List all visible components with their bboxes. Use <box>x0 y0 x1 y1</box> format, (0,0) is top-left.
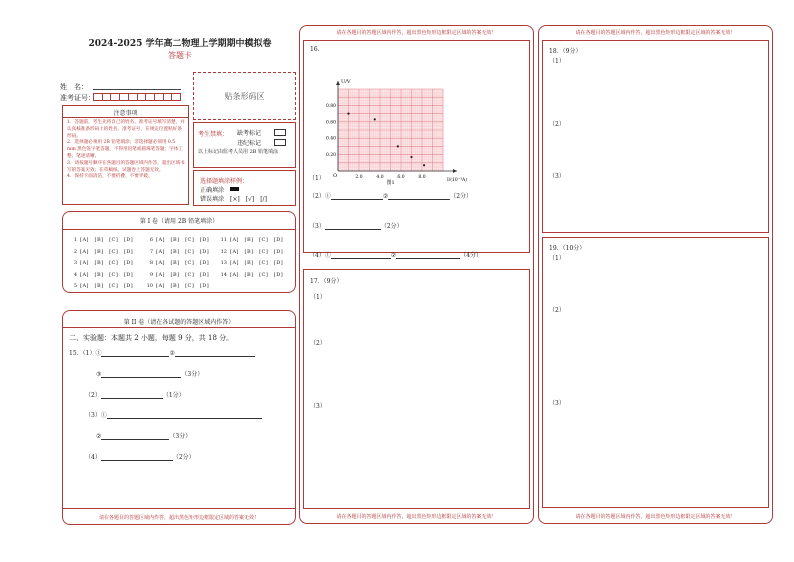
mc-question-10[interactable] <box>145 282 209 289</box>
q15-1-score: （3分） <box>181 371 204 378</box>
answer-sheet-label: 答题卡 <box>168 51 192 60</box>
q16-part3-score: （2分） <box>380 223 403 230</box>
mc-question-14[interactable] <box>219 271 283 278</box>
status-label: 考生禁填： <box>198 131 229 138</box>
q16-part4-score: （4分） <box>460 252 483 259</box>
part2-box <box>62 310 296 525</box>
mc-question-7[interactable] <box>145 248 209 255</box>
q18-part2: （2） <box>549 121 565 128</box>
violation-label: 违纪标记 <box>237 140 262 147</box>
data-point <box>374 118 376 120</box>
exam-id-boxes[interactable] <box>93 93 181 101</box>
q15-3-2-blank[interactable] <box>101 432 169 440</box>
notice-box <box>62 105 189 205</box>
part1-box <box>62 211 296 293</box>
x-tick-label: 4.0 <box>376 175 384 180</box>
y-tick-label: 0.60 <box>325 120 336 126</box>
fill-example-title: 选择题填涂样例： <box>200 178 249 185</box>
mc-question-12[interactable] <box>219 248 283 255</box>
mc-question-8[interactable] <box>145 259 209 266</box>
q15-4-score: （2分） <box>172 454 195 461</box>
y-tick-label: 0.20 <box>325 153 336 159</box>
mc-question-number: 5 <box>73 283 77 289</box>
exam-id-label: 准考证号： <box>60 94 95 102</box>
q17-box[interactable] <box>303 269 530 509</box>
violation-checkbox[interactable] <box>274 139 286 146</box>
q15-2-blank[interactable] <box>101 391 163 399</box>
notice-item-2: 2．选择题必须用 2B 铅笔填涂；非选择题必须用 0.5 mm 黑色签字笔答题，不得用铅笔或圆珠笔答题；字体工整、笔迹清晰。 <box>67 140 183 159</box>
mc-question-2[interactable] <box>69 248 133 255</box>
q16-part2-label: （2）① <box>309 193 331 200</box>
x-axis-arrow <box>453 169 457 173</box>
q15-1-2-blank[interactable] <box>175 349 255 357</box>
q16-part4-label: （4）① <box>309 252 331 259</box>
q16-4-2-blank[interactable] <box>396 251 460 259</box>
mc-question-11[interactable] <box>219 236 283 243</box>
notice-title: 注意事项 <box>113 110 138 117</box>
q17-part2: （2） <box>310 340 326 347</box>
mc-options[interactable]: [A] [B] [C] [D] <box>156 271 210 278</box>
mc-question-number: 10 <box>146 283 153 289</box>
wrong-fill-marks: [×] [√] [/] <box>230 196 267 203</box>
mc-question-3[interactable] <box>69 259 133 266</box>
status-box <box>193 122 296 168</box>
q15-3-1-blank[interactable] <box>107 411 262 419</box>
exam-title: 2024-2025 学年高二物理上学期期中模拟卷 <box>88 39 272 49</box>
figure-label: 图1 <box>386 180 395 186</box>
q16-box <box>303 40 530 259</box>
q15-1-2-label: ② <box>169 350 175 357</box>
q19-number: 19．（10分） <box>549 245 586 252</box>
mc-question-number: 2 <box>73 248 77 255</box>
y-tick-label: 0.40 <box>325 136 336 142</box>
mc-question-number: 3 <box>73 260 77 266</box>
name-line[interactable] <box>93 89 181 90</box>
q16-part1-label: （1） <box>309 175 325 182</box>
q16-2-2-blank[interactable] <box>388 192 450 200</box>
q15-3-score: （3分） <box>169 433 192 440</box>
part2-warning: 请在各题目的答题区域内作答，超出黑色矩形边框限定区域的答案无效！ <box>98 515 259 521</box>
barcode-label: 贴条形码区 <box>224 92 265 101</box>
y-axis-label: U/V <box>341 79 351 85</box>
mc-question-number: 11 <box>220 237 227 243</box>
q15-2-label: （2） <box>85 392 101 399</box>
middle-warning-top: 请在各题目的答题区域内作答，超出黑色矩形边框限定区域的答案无效！ <box>336 30 497 36</box>
q16-part2-score: （2分） <box>450 193 473 200</box>
y-tick-label: 0.80 <box>325 103 336 109</box>
notice-item-1: 1．答题前，考生先将自己的姓名、准考证号填写清楚，并认真核准条形码上的姓名、准考证号，在规定位置贴好条形码。 <box>67 120 185 139</box>
mc-question-9[interactable] <box>145 271 209 278</box>
absent-checkbox[interactable] <box>274 129 286 136</box>
mc-question-number: 9 <box>149 271 153 278</box>
data-point <box>423 164 425 166</box>
q15-3-2-label: ② <box>96 433 102 440</box>
mc-question-number: 7 <box>149 248 153 255</box>
mc-question-5[interactable] <box>69 282 133 289</box>
q19-part3: （3） <box>549 400 565 407</box>
q16-2-1-blank[interactable] <box>331 192 383 200</box>
mc-options[interactable]: [A] [B] [C] [D] <box>80 248 134 255</box>
right-column <box>538 25 773 524</box>
mc-options[interactable]: [A] [B] [C] [D] <box>80 237 134 243</box>
x-tick-label: 6.0 <box>397 175 405 180</box>
mc-options[interactable]: [A] [B] [C] [D] <box>156 237 210 243</box>
q17-part1: （1） <box>310 294 326 301</box>
mc-question-number: 6 <box>149 237 153 243</box>
mc-options[interactable]: [A] [B] [C] [D] <box>156 248 210 255</box>
q15-1-3-label: ③ <box>96 371 102 378</box>
q18-box[interactable] <box>542 40 769 233</box>
mc-question-4[interactable] <box>69 271 133 278</box>
mc-options[interactable]: [A] [B] [C] [D] <box>80 283 134 289</box>
status-note: 以上标记由监考人员用 2B 铅笔填涂 <box>198 149 279 155</box>
right-warning-bottom: 请在各题目的答题区域内作答，超出黑色矩形边框限定区域的答案无效！ <box>575 514 736 520</box>
middle-warning-bottom: 请在各题目的答题区域内作答，超出黑色矩形边框限定区域的答案无效！ <box>336 514 497 520</box>
mc-question-number: 8 <box>149 260 153 266</box>
mc-options[interactable]: [A] [B] [C] [D] <box>80 260 134 266</box>
q17-number: 17．（9分） <box>310 278 343 285</box>
barcode-area[interactable] <box>193 72 296 120</box>
right-warning-top: 请在各题目的答题区域内作答，超出黑色矩形边框限定区域的答案无效！ <box>575 30 736 36</box>
mc-options[interactable]: [A] [B] [C] [D] <box>156 260 210 266</box>
section-title: 二、实验题：本题共 2 小题，每题 9 分，共 18 分。 <box>69 334 234 342</box>
mc-question-number: 1 <box>73 237 77 243</box>
x-tick-label: 8.0 <box>418 175 426 180</box>
part1-title: 第 I 卷（请用 2B 铅笔填涂） <box>139 218 219 225</box>
mc-question-number: 14 <box>220 271 227 278</box>
q16-3-blank[interactable] <box>325 222 381 230</box>
middle-column <box>299 25 534 524</box>
q16-graph <box>322 61 470 186</box>
q15-1-label: 15．（1）① <box>69 350 102 357</box>
mc-options[interactable]: [A] [B] [C] [D] <box>230 271 284 278</box>
mc-question-number: 4 <box>73 271 77 278</box>
fill-example-box <box>193 170 296 206</box>
mc-question-number: 12 <box>220 248 227 255</box>
q16-part3-label: （3） <box>309 223 325 230</box>
q19-part2: （2） <box>549 307 565 314</box>
q15-1-1-blank[interactable] <box>101 349 169 357</box>
q17-part3: （3） <box>310 403 326 410</box>
x-axis-label: I/(10⁻³A) <box>447 178 467 183</box>
mc-question-13[interactable] <box>219 259 283 266</box>
correct-fill-label: 正确填涂 <box>200 187 225 194</box>
q18-part1: （1） <box>549 58 565 65</box>
origin-label: O <box>333 173 338 179</box>
q16-number: 16. <box>310 46 320 53</box>
data-point <box>410 156 412 158</box>
q18-part3: （3） <box>549 173 565 180</box>
q16-part2-2-label: ② <box>382 193 389 200</box>
notice-item-4: 4．保持卡面清洁，不要折叠、不要弄破。 <box>67 174 153 180</box>
q15-1-3-blank[interactable] <box>101 370 181 378</box>
mc-options[interactable]: [A] [B] [C] [D] <box>230 248 284 255</box>
q15-3-label: （3）① <box>85 412 107 419</box>
q19-box[interactable] <box>542 237 769 508</box>
mc-question-6[interactable] <box>145 236 209 243</box>
y-axis-arrow <box>336 81 340 85</box>
data-point <box>347 113 349 115</box>
q15-4-label: （4） <box>85 454 101 461</box>
part2-title: 第 II 卷（请在各试题的答题区域内作答） <box>123 319 235 326</box>
mc-options[interactable]: [A] [B] [C] [D] <box>80 271 134 278</box>
mc-options[interactable]: [A] [B] [C] [D] <box>230 237 284 243</box>
wrong-fill-label: 错误填涂 <box>200 196 225 203</box>
notice-item-3: 3．请按题号顺序在各题目的答题区域内作答，超出区域书写的答案无效；在草稿纸、试题卷上答题无效。 <box>67 160 185 173</box>
mc-options[interactable]: [A] [B] [C] [D] <box>156 283 210 289</box>
q15-2-score: （1分） <box>162 392 185 399</box>
q16-4-1-blank[interactable] <box>331 251 391 259</box>
mc-question-number: 13 <box>220 260 227 266</box>
correct-fill-mark <box>230 187 239 191</box>
q18-number: 18．（9分） <box>549 48 582 55</box>
q16-part4-2-label: ② <box>390 252 397 259</box>
x-tick-label: 2.0 <box>355 175 363 180</box>
q19-part1: （1） <box>549 255 565 262</box>
mc-options[interactable]: [A] [B] [C] [D] <box>230 260 284 266</box>
q15-4-blank[interactable] <box>101 453 173 461</box>
mc-question-1[interactable] <box>69 236 133 243</box>
data-point <box>397 145 399 147</box>
name-label: 姓 名： <box>60 83 88 91</box>
absent-label: 缺考标记 <box>237 130 262 137</box>
